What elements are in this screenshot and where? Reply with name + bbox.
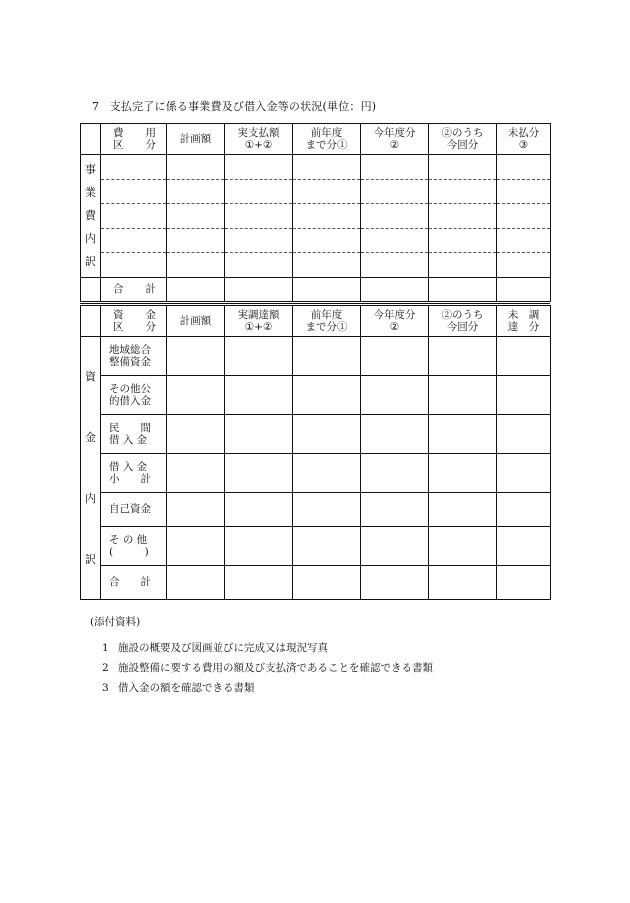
table-cell[interactable] xyxy=(429,204,497,229)
table-cell[interactable] xyxy=(497,228,551,253)
fund-category-header: 資 金 区 分 xyxy=(101,306,167,337)
table-cell[interactable] xyxy=(429,155,497,180)
table-cell[interactable] xyxy=(497,527,551,566)
table-cell[interactable] xyxy=(497,179,551,204)
table-cell[interactable] xyxy=(167,277,225,301)
table-cell[interactable] xyxy=(225,493,293,527)
table-cell[interactable] xyxy=(225,566,293,600)
table-cell[interactable] xyxy=(429,566,497,600)
col-previous-year: 前年度 まで分① xyxy=(293,124,361,155)
table-cell[interactable] xyxy=(497,566,551,600)
table-cell[interactable] xyxy=(101,179,167,204)
table-cell[interactable] xyxy=(167,566,225,600)
table-cell[interactable] xyxy=(167,179,225,204)
table-cell[interactable] xyxy=(361,527,429,566)
table-cell[interactable] xyxy=(361,454,429,493)
table-cell[interactable] xyxy=(497,376,551,415)
table-cell[interactable] xyxy=(293,228,361,253)
table-cell[interactable] xyxy=(361,155,429,180)
table-cell[interactable] xyxy=(167,228,225,253)
row-label-own-funds: 自己資金 xyxy=(101,493,167,527)
table-cell[interactable] xyxy=(429,277,497,301)
table-cell[interactable] xyxy=(361,415,429,454)
table-cell[interactable] xyxy=(429,253,497,278)
table-cell[interactable] xyxy=(497,253,551,278)
table-cell[interactable] xyxy=(293,204,361,229)
table-cell[interactable] xyxy=(225,179,293,204)
col-actual-paid: 実支払額 ①+② xyxy=(225,124,293,155)
table-cell[interactable] xyxy=(167,376,225,415)
table-cell[interactable] xyxy=(225,253,293,278)
fund-table xyxy=(80,305,551,600)
attachment-item: 3 借入金の額を確認できる書類 xyxy=(102,682,255,694)
table-cell[interactable] xyxy=(361,376,429,415)
table-cell[interactable] xyxy=(225,337,293,376)
col-unpaid: 未払分 ③ xyxy=(497,124,551,155)
table-divider xyxy=(80,303,550,304)
section-number: 7 xyxy=(92,100,100,113)
table-cell[interactable] xyxy=(101,228,167,253)
row-label-regional: 地域総合 整備資金 xyxy=(101,337,167,376)
table-cell[interactable] xyxy=(293,179,361,204)
category-header: 費 用 区 分 xyxy=(101,124,167,155)
table-cell[interactable] xyxy=(361,337,429,376)
table-cell[interactable] xyxy=(361,228,429,253)
table-cell[interactable] xyxy=(225,204,293,229)
table-cell[interactable] xyxy=(293,337,361,376)
table-cell[interactable] xyxy=(497,454,551,493)
table-cell[interactable] xyxy=(361,493,429,527)
corner-cell xyxy=(81,277,101,301)
table-cell[interactable] xyxy=(497,415,551,454)
table-cell[interactable] xyxy=(293,415,361,454)
table-cell[interactable] xyxy=(429,376,497,415)
table-cell[interactable] xyxy=(225,228,293,253)
col-this-year: 今年度分 ② xyxy=(361,306,429,337)
table-cell[interactable] xyxy=(167,337,225,376)
col-actual-raised: 実調達額 ①+② xyxy=(225,306,293,337)
col-previous-year: 前年度 まで分① xyxy=(293,306,361,337)
corner-cell xyxy=(81,124,101,155)
col-this-time: ②のうち 今回分 xyxy=(429,306,497,337)
row-label-other: そ の 他 ( ) xyxy=(101,527,167,566)
table-cell[interactable] xyxy=(225,415,293,454)
attachment-item: 2 施設整備に要する費用の額及び支払済であることを確認できる書類 xyxy=(102,662,433,674)
table-cell[interactable] xyxy=(167,454,225,493)
table-cell[interactable] xyxy=(497,493,551,527)
table-cell[interactable] xyxy=(225,527,293,566)
col-this-time: ②のうち 今回分 xyxy=(429,124,497,155)
table-cell[interactable] xyxy=(225,277,293,301)
table-cell[interactable] xyxy=(497,277,551,301)
table-cell[interactable] xyxy=(167,155,225,180)
table-cell[interactable] xyxy=(429,454,497,493)
table-cell[interactable] xyxy=(167,204,225,229)
table-cell[interactable] xyxy=(293,376,361,415)
row-label-private: 民 間 借 入 金 xyxy=(101,415,167,454)
attachments-title: (添付資料) xyxy=(90,616,141,628)
table-cell[interactable] xyxy=(429,493,497,527)
table-cell[interactable] xyxy=(361,277,429,301)
table-cell[interactable] xyxy=(429,337,497,376)
table-cell[interactable] xyxy=(361,253,429,278)
attachment-item: 1 施設の概要及び図画並びに完成又は現況写真 xyxy=(102,642,328,654)
table-cell[interactable] xyxy=(167,527,225,566)
table-cell[interactable] xyxy=(293,566,361,600)
expense-table xyxy=(80,123,551,302)
row-label-other-public: その他公 的借入金 xyxy=(101,376,167,415)
fund-side-label: 資 金 内 訳 xyxy=(81,337,101,600)
table-cell[interactable] xyxy=(361,566,429,600)
col-this-year: 今年度分 ② xyxy=(361,124,429,155)
section-heading xyxy=(92,98,376,114)
table-cell[interactable] xyxy=(293,253,361,278)
table-cell[interactable] xyxy=(293,277,361,301)
table-cell[interactable] xyxy=(293,155,361,180)
table-cell[interactable] xyxy=(225,376,293,415)
table-cell[interactable] xyxy=(225,454,293,493)
col-planned: 計画額 xyxy=(167,306,225,337)
table-cell[interactable] xyxy=(225,155,293,180)
col-unraised: 未 調 達 分 xyxy=(497,306,551,337)
row-label-loan-subtotal: 借 入 金 小 計 xyxy=(101,454,167,493)
table-cell[interactable] xyxy=(429,179,497,204)
table-cell[interactable] xyxy=(167,253,225,278)
section-title: 支払完了に係る事業費及び借入金等の状況(単位：円) xyxy=(109,100,377,113)
table-cell[interactable] xyxy=(361,179,429,204)
table-cell[interactable] xyxy=(293,527,361,566)
table-cell[interactable] xyxy=(293,454,361,493)
table-cell[interactable] xyxy=(497,204,551,229)
expense-total-label: 合 計 xyxy=(101,277,167,301)
corner-cell xyxy=(81,306,101,337)
table-cell[interactable] xyxy=(167,493,225,527)
table-cell[interactable] xyxy=(497,337,551,376)
table-cell[interactable] xyxy=(101,155,167,180)
table-cell[interactable] xyxy=(429,228,497,253)
table-cell[interactable] xyxy=(167,415,225,454)
table-cell[interactable] xyxy=(361,204,429,229)
row-label-total: 合 計 xyxy=(101,566,167,600)
col-planned: 計画額 xyxy=(167,124,225,155)
expense-side-label: 事 業 費 内 訳 xyxy=(81,155,101,278)
table-cell[interactable] xyxy=(429,415,497,454)
table-cell[interactable] xyxy=(101,253,167,278)
table-cell[interactable] xyxy=(497,155,551,180)
table-cell[interactable] xyxy=(293,493,361,527)
table-cell[interactable] xyxy=(429,527,497,566)
table-cell[interactable] xyxy=(101,204,167,229)
